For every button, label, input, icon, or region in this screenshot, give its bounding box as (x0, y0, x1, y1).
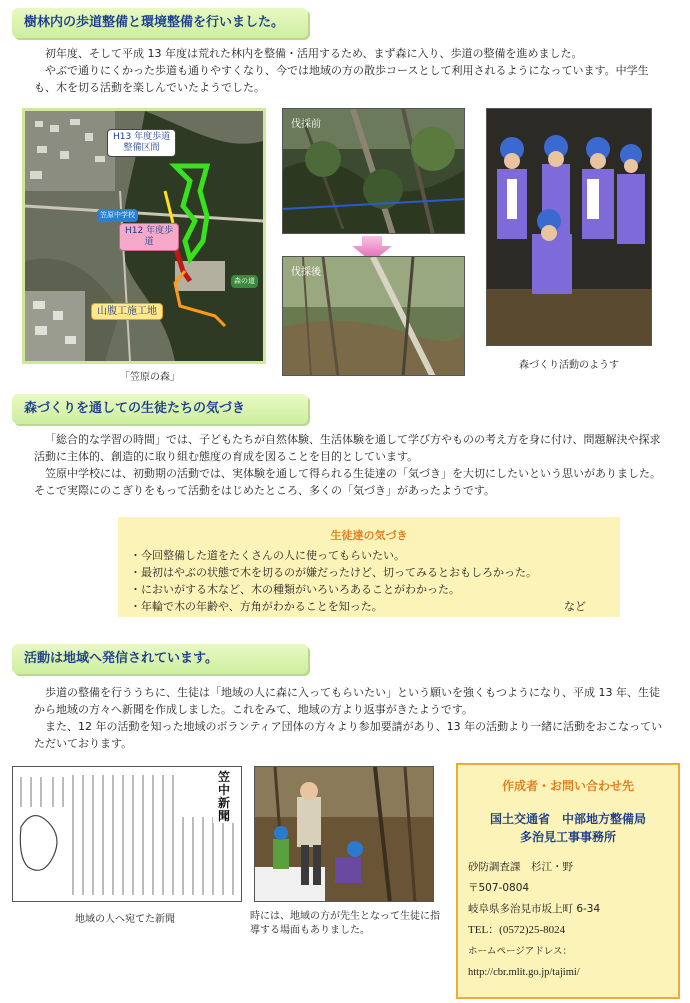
map-label-h12-line2: 道 (144, 237, 154, 247)
before-logging-label: 伐採前 (291, 119, 321, 130)
map-caption: 「笠原の森」 (120, 372, 180, 383)
contact-homepage-label: ホームページアドレス： (468, 946, 573, 957)
list-item: ・最初はやぶの状態で木を切るのが嫌だったけど、切ってみるとおもしろかった。 (130, 566, 537, 579)
map-label-h13-line2: 整備区間 (123, 143, 160, 153)
contact-office-line2: 多治見工事事務所 (519, 830, 616, 844)
contact-title: 作成者・お問い合わせ先 (501, 779, 634, 793)
outreach-para-2: また、12 年の活動を知った地域のボランティア団体の方々より参加要請があり、13 年の活動より一緒に活動をおこなっていただいております。 (34, 720, 663, 750)
contact-address: 岐阜県多治見市坂上町 6-34 (468, 903, 601, 915)
awareness-para-1: 「総合的な学習の時間」では、子どもたちが自然体験、生活体験を通して学び方やものの考え方を身に付け、問題解決や探求活動に主体的、創造的に取り組む態度の育成を図ることを目的としています。 (34, 433, 661, 463)
activity-caption: 森づくり活動のようす (519, 360, 619, 371)
map-label-site: 山腹工施工地 (91, 303, 163, 320)
contact-office (458, 810, 678, 846)
newspaper-text-graphic (13, 767, 242, 902)
student-awareness-heading: 生徒達の気づき (330, 529, 408, 542)
volunteer-teaching-photo (254, 766, 434, 902)
after-logging-photo (282, 256, 465, 376)
contact-info-box (456, 763, 680, 999)
volunteer-caption-line1: 時には、地域の方が先生となって生徒に指 (250, 911, 440, 922)
map-label-h13 (107, 129, 176, 157)
school-newspaper-image (12, 766, 242, 902)
contact-url-link[interactable]: http://cbr.mlit.go.jp/tajimi/ (468, 967, 580, 978)
section-title-outreach: 活動は地域へ発信されています。 (12, 644, 308, 674)
kasahara-forest-map (22, 108, 266, 364)
outreach-description (34, 684, 664, 752)
awareness-description (34, 431, 664, 499)
students-activity-photo (486, 108, 652, 346)
section-title-awareness: 森づくりを通しての生徒たちの気づき (12, 394, 308, 424)
list-item: ・年輪で木の年齢や、方角がわかることを知った。 (130, 600, 383, 613)
volunteer-teaching-image (255, 767, 434, 902)
walkway-para-2: やぶで通りにくかった歩道も通りやすくなり、今では地域の方の散歩コースとして利用されるようになっています。中学生も、木を切る活動を楽しんでいたようでした。 (34, 64, 649, 94)
student-awareness-box (118, 517, 620, 617)
contact-tel: TEL：(0572)25-8024 (468, 924, 566, 936)
volunteer-caption (250, 910, 446, 938)
map-label-small: 森の道 (231, 275, 258, 288)
awareness-para-2: 笠原中学校には、初動期の活動では、実体験を通して得られる生徒達の「気づき」を大切にしたいという思いがありました。そこで実際にのこぎりをもって活動をはじめたところ、多くの「気づき」があったようです。 (34, 467, 661, 497)
students-activity-image (487, 109, 652, 346)
outreach-para-1: 歩道の整備を行ううちに、生徒は「地域の人に森に入ってもらいたい」という願いを強くもつようになり、平成 13 年、生徒から地域の方々へ新聞を作成しました。これをみて、地域の方より返事がきたようです。 (34, 686, 660, 716)
walkway-description (34, 45, 664, 96)
map-label-h12 (119, 223, 179, 251)
contact-postal: 〒507-0804 (468, 882, 530, 894)
before-logging-photo (282, 108, 465, 234)
list-suffix: など (564, 600, 586, 613)
volunteer-caption-line2: 導する場面もありました。 (250, 925, 370, 936)
contact-section: 砂防調査課 杉江・野 (468, 861, 573, 873)
map-label-h12-line1: H12 年度歩 (125, 226, 174, 236)
contact-office-line1: 国土交通省 中部地方整備局 (489, 812, 646, 826)
student-awareness-list (130, 547, 620, 615)
map-label-h13-line1: H13 年度歩道 (113, 132, 171, 142)
list-item: ・今回整備した道をたくさんの人に使ってもらいたい。 (130, 549, 405, 562)
map-label-school: 笠原中学校 (97, 209, 138, 222)
newspaper-caption: 地域の人へ宛てた新聞 (75, 914, 175, 925)
walkway-para-1: 初年度、そして平成 13 年度は荒れた林内を整備・活用するため、まず森に入り、歩道の整備を進めました。 (45, 47, 583, 60)
list-item: ・においがする木など、木の種類がいろいろあることがわかった。 (130, 583, 460, 596)
section-title-walkway: 樹林内の歩道整備と環境整備を行いました。 (12, 8, 308, 38)
newspaper-masthead: 笠中新聞 (213, 771, 235, 823)
after-logging-label: 伐採後 (291, 267, 321, 278)
